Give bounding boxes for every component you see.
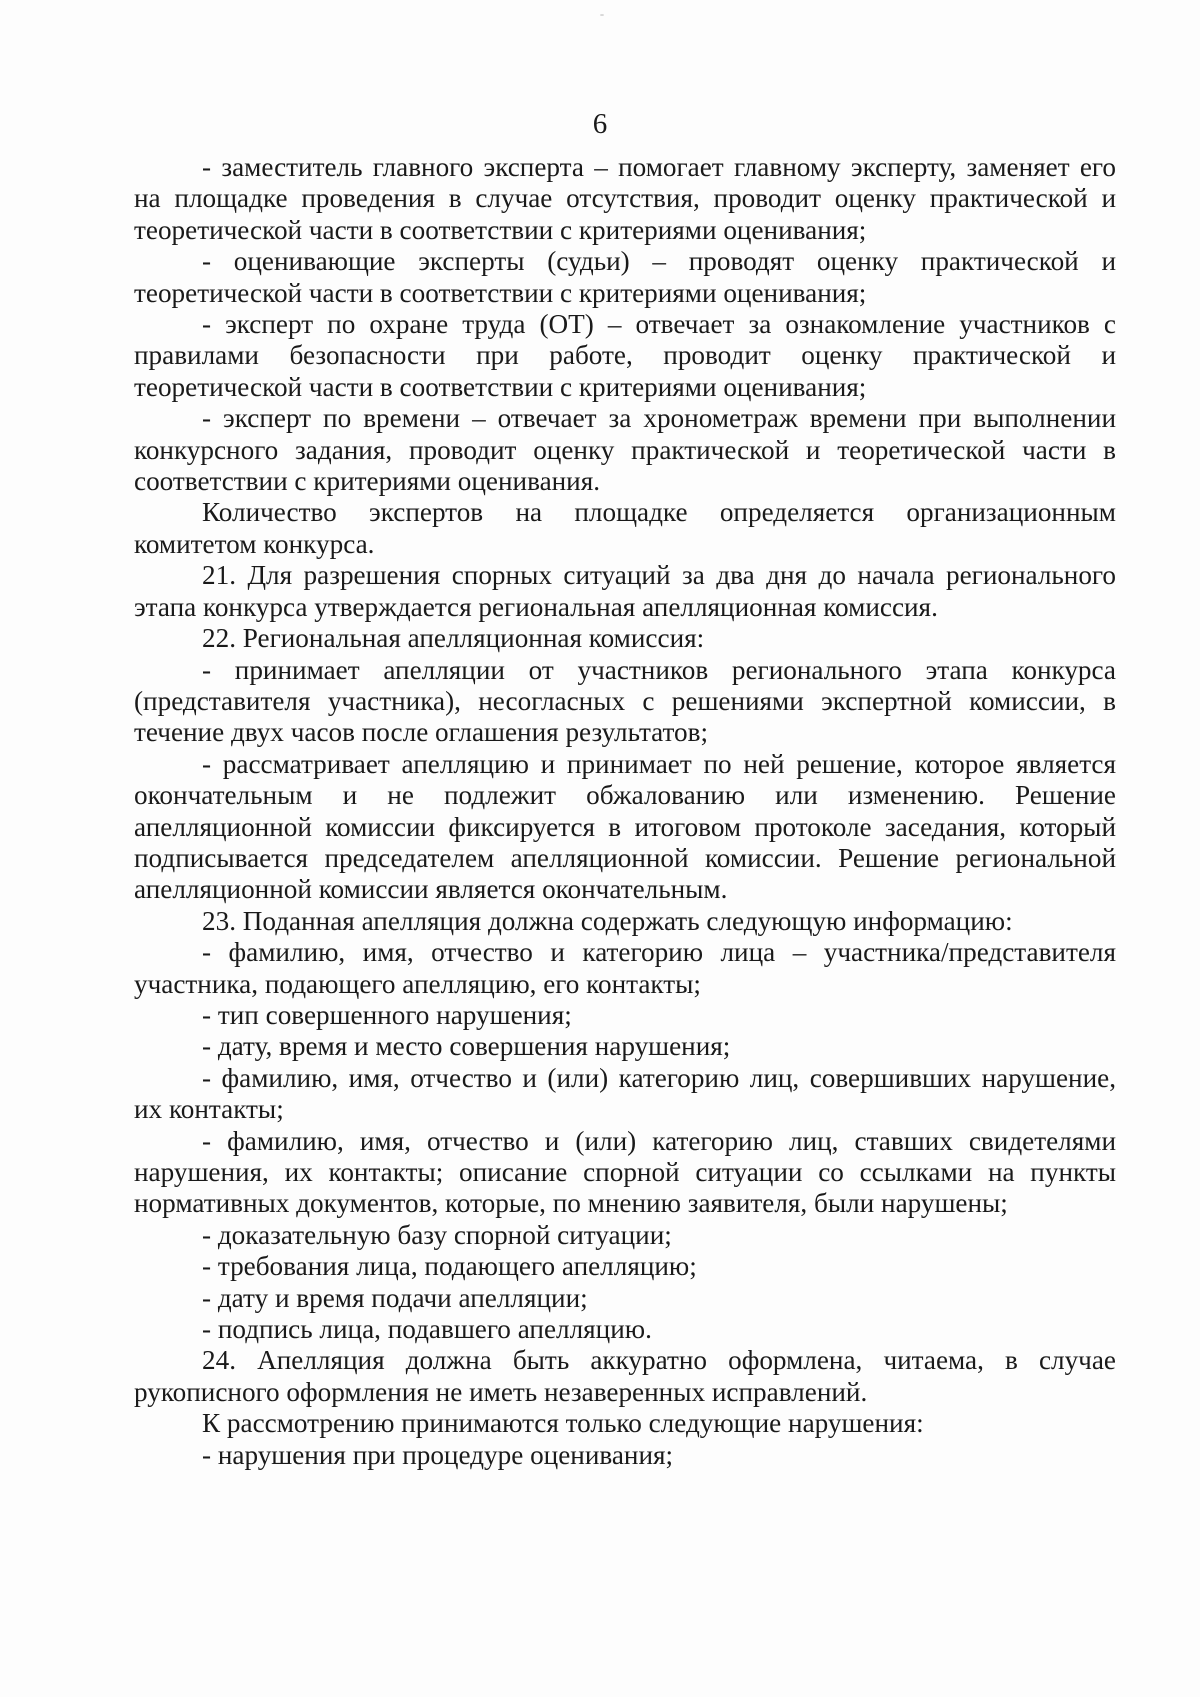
paragraph-accepts-appeals: - принимает апелляции от участников регионального этапа конкурса (представителя участника), несогласных с решениями экспертной комиссии, в течение двух часов после оглашения результатов; (134, 654, 1116, 748)
list-item-submission-date: - дату и время подачи апелляции; (202, 1282, 588, 1313)
list-item-violators: - фамилию, имя, отчество и (или) категорию лиц, совершивших нарушение, их контакты; (134, 1062, 1116, 1125)
paragraph-clause-21: 21. Для разрешения спорных ситуаций за два дня до начала регионального этапа конкурса утверждается региональная апелляционная комиссия. (134, 560, 1116, 622)
paragraph-assessing-experts: - оценивающие эксперты (судьи) – проводят оценку практической и теоретической части в соответствии с критериями оценивания; (134, 246, 1116, 308)
paragraph-clause-22: 22. Региональная апелляционная комиссия: (202, 623, 705, 654)
document-text (134, 152, 1116, 1471)
list-item-violation-type: - тип совершенного нарушения; (202, 999, 572, 1030)
paragraph-reviews-appeal: - рассматривает апелляцию и принимает по ней решение, которое является окончательным и не подлежит обжалованию или изменению. Решение апелляционной комиссии фиксируется в итоговом протоколе заседания, который подписывается председателем апелляционной комиссии. Решение региональной апелляционной комиссии является окончательным. (134, 748, 1116, 905)
paragraph-clause-23: 23. Поданная апелляция должна содержать следующую информацию: (202, 905, 1013, 936)
paragraph-clause-24: 24. Апелляция должна быть аккуратно оформлена, читаема, в случае рукописного оформления не иметь незаверенных исправлений. (134, 1345, 1116, 1407)
paragraph-deputy-chief-expert: - заместитель главного эксперта – помогает главному эксперту, заменяет его на площадке проведения в случае отсутствия, проводит оценку практической и теоретической части в соответствии с критериями оценивания; (134, 152, 1116, 245)
scan-speck (600, 14, 604, 16)
paragraph-experts-count: Количество экспертов на площадке определяется организационным комитетом конкурса. (134, 497, 1116, 559)
paragraph-safety-expert: - эксперт по охране труда (ОТ) – отвечает за ознакомление участников с правилами безопасности при работе, проводит оценку практической и теоретической части в соответствии с критериями оценивания; (134, 309, 1116, 402)
list-item-witnesses: - фамилию, имя, отчество и (или) категорию лиц, ставших свидетелями нарушения, их контакты; описание спорной ситуации со ссылками на пункты нормативных документов, которые, по мнению заявителя, были нарушены; (134, 1125, 1116, 1219)
list-item-violation-date: - дату, время и место совершения нарушения; (202, 1031, 731, 1062)
list-item-requirements: - требования лица, подающего апелляцию; (202, 1251, 697, 1282)
list-item-signature: - подпись лица, подавшего апелляцию. (202, 1314, 652, 1345)
list-item-evaluation-violations: - нарушения при процедуре оценивания; (202, 1439, 674, 1470)
paragraph-accepted-violations: К рассмотрению принимаются только следующие нарушения: (202, 1408, 924, 1439)
list-item-applicant-info: - фамилию, имя, отчество и категорию лица – участника/представителя участника, подающего апелляцию, его контакты; (134, 937, 1116, 999)
list-item-evidence: - доказательную базу спорной ситуации; (202, 1219, 672, 1250)
page-number: 6 (592, 108, 608, 140)
paragraph-time-expert: - эксперт по времени – отвечает за хронометраж времени при выполнении конкурсного задания, проводит оценку практической и теоретической части в соответствии с критериями оценивания. (134, 403, 1116, 497)
